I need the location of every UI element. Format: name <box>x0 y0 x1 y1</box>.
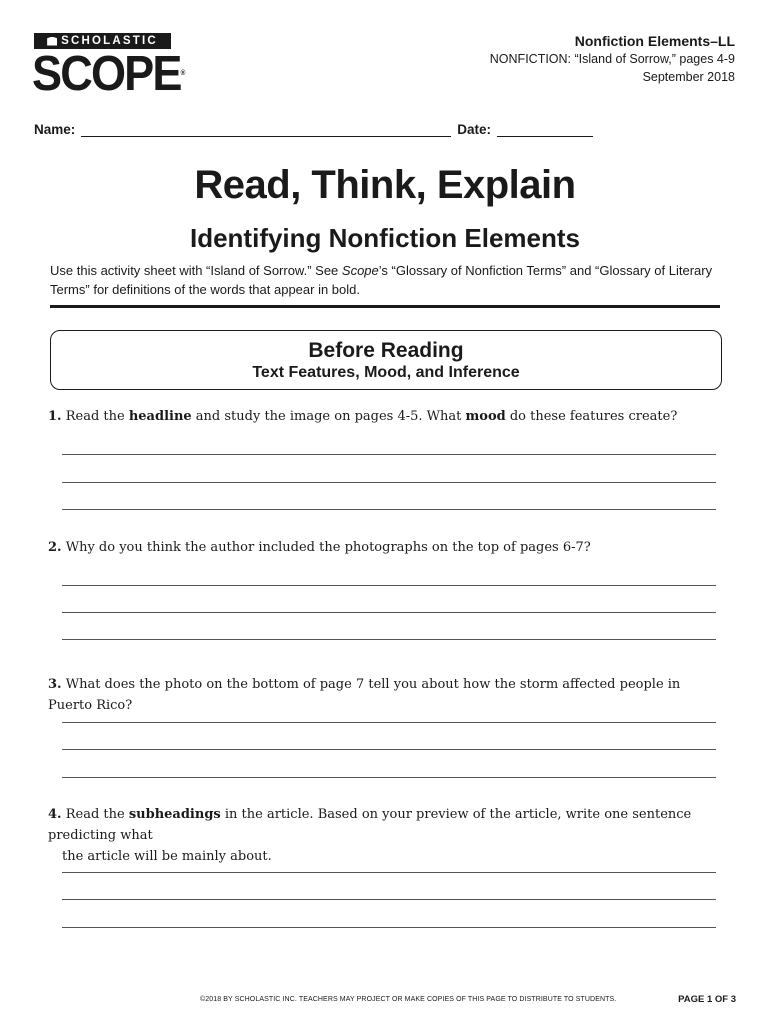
section-subheading: Text Features, Mood, and Inference <box>252 364 520 381</box>
article-reference: NONFICTION: “Island of Sorrow,” pages 4-9 <box>489 52 735 66</box>
scope-logo <box>32 47 186 101</box>
question-text-continued: the article will be mainly about. <box>62 849 272 864</box>
question-number: 2. <box>48 540 62 555</box>
date-field[interactable] <box>497 124 593 137</box>
answer-line[interactable] <box>62 639 716 640</box>
question-number: 3. <box>48 677 62 692</box>
name-field[interactable] <box>81 124 451 137</box>
answer-line[interactable] <box>62 585 716 586</box>
worksheet-type: Nonfiction Elements–LL <box>574 33 735 49</box>
divider <box>50 305 720 308</box>
name-label: Name: <box>34 122 76 137</box>
answer-line[interactable] <box>62 927 716 928</box>
scholastic-logo-icon <box>47 37 57 46</box>
answer-line[interactable] <box>62 749 716 750</box>
intro-part-1: Use this activity sheet with “Island of Sorrow.” See <box>50 263 342 278</box>
question-4 <box>48 804 724 867</box>
question-number: 4. <box>48 807 62 822</box>
answer-line[interactable] <box>62 612 716 613</box>
page-title: Read, Think, Explain <box>194 163 576 207</box>
answer-line[interactable] <box>62 722 716 723</box>
answer-line[interactable] <box>62 509 716 510</box>
intro-scope: Scope <box>341 263 379 278</box>
intro-text <box>50 261 720 299</box>
question-number: 1. <box>48 409 62 424</box>
brand-name: SCHOLASTIC <box>61 35 158 47</box>
intro-part-2: ’s “Glossary of Nonfiction Terms” and “Glossary of Literary Terms” for definitions of the words that appear in bold. <box>50 263 713 297</box>
question-text: Read the <box>61 409 129 424</box>
question-text: in the article. Based on your preview of the article, write one sentence predicting what <box>48 807 692 843</box>
page-number: PAGE 1 OF 3 <box>678 994 736 1005</box>
scope-logo-text: SCOPE <box>32 47 181 101</box>
question-text: and study the image on pages 4-5. What <box>191 409 466 424</box>
question-text: Read the <box>61 807 129 822</box>
copyright-footer: ©2018 BY SCHOLASTIC INC. TEACHERS MAY PROJECT OR MAKE COPIES OF THIS PAGE TO DISTRIBUTE TO STUDENTS. <box>200 996 617 1003</box>
answer-line[interactable] <box>62 872 716 873</box>
question-text: Why do you think the author included the photographs on the top of pages 6-7? <box>61 540 591 555</box>
document-header <box>490 32 735 86</box>
answer-line[interactable] <box>62 899 716 900</box>
name-date-row <box>34 122 593 137</box>
trademark: ® <box>180 70 186 77</box>
question-2 <box>48 537 724 558</box>
issue-date: September 2018 <box>642 70 735 84</box>
bold-term-headline: headline <box>128 409 192 424</box>
section-heading: Before Reading <box>308 339 464 362</box>
bold-term-mood: mood <box>465 409 506 424</box>
answer-line[interactable] <box>62 454 716 455</box>
bold-term-subheadings: subheadings <box>128 807 221 822</box>
answer-line[interactable] <box>62 482 716 483</box>
question-3 <box>48 674 724 716</box>
date-label: Date: <box>457 122 492 137</box>
question-1 <box>48 406 724 427</box>
page-subtitle: Identifying Nonfiction Elements <box>189 223 580 253</box>
question-text: What does the photo on the bottom of page 7 tell you about how the storm affected people in Puerto Rico? <box>48 677 681 713</box>
answer-line[interactable] <box>62 777 716 778</box>
question-text: do these features create? <box>505 409 678 424</box>
section-header-box <box>50 330 722 390</box>
